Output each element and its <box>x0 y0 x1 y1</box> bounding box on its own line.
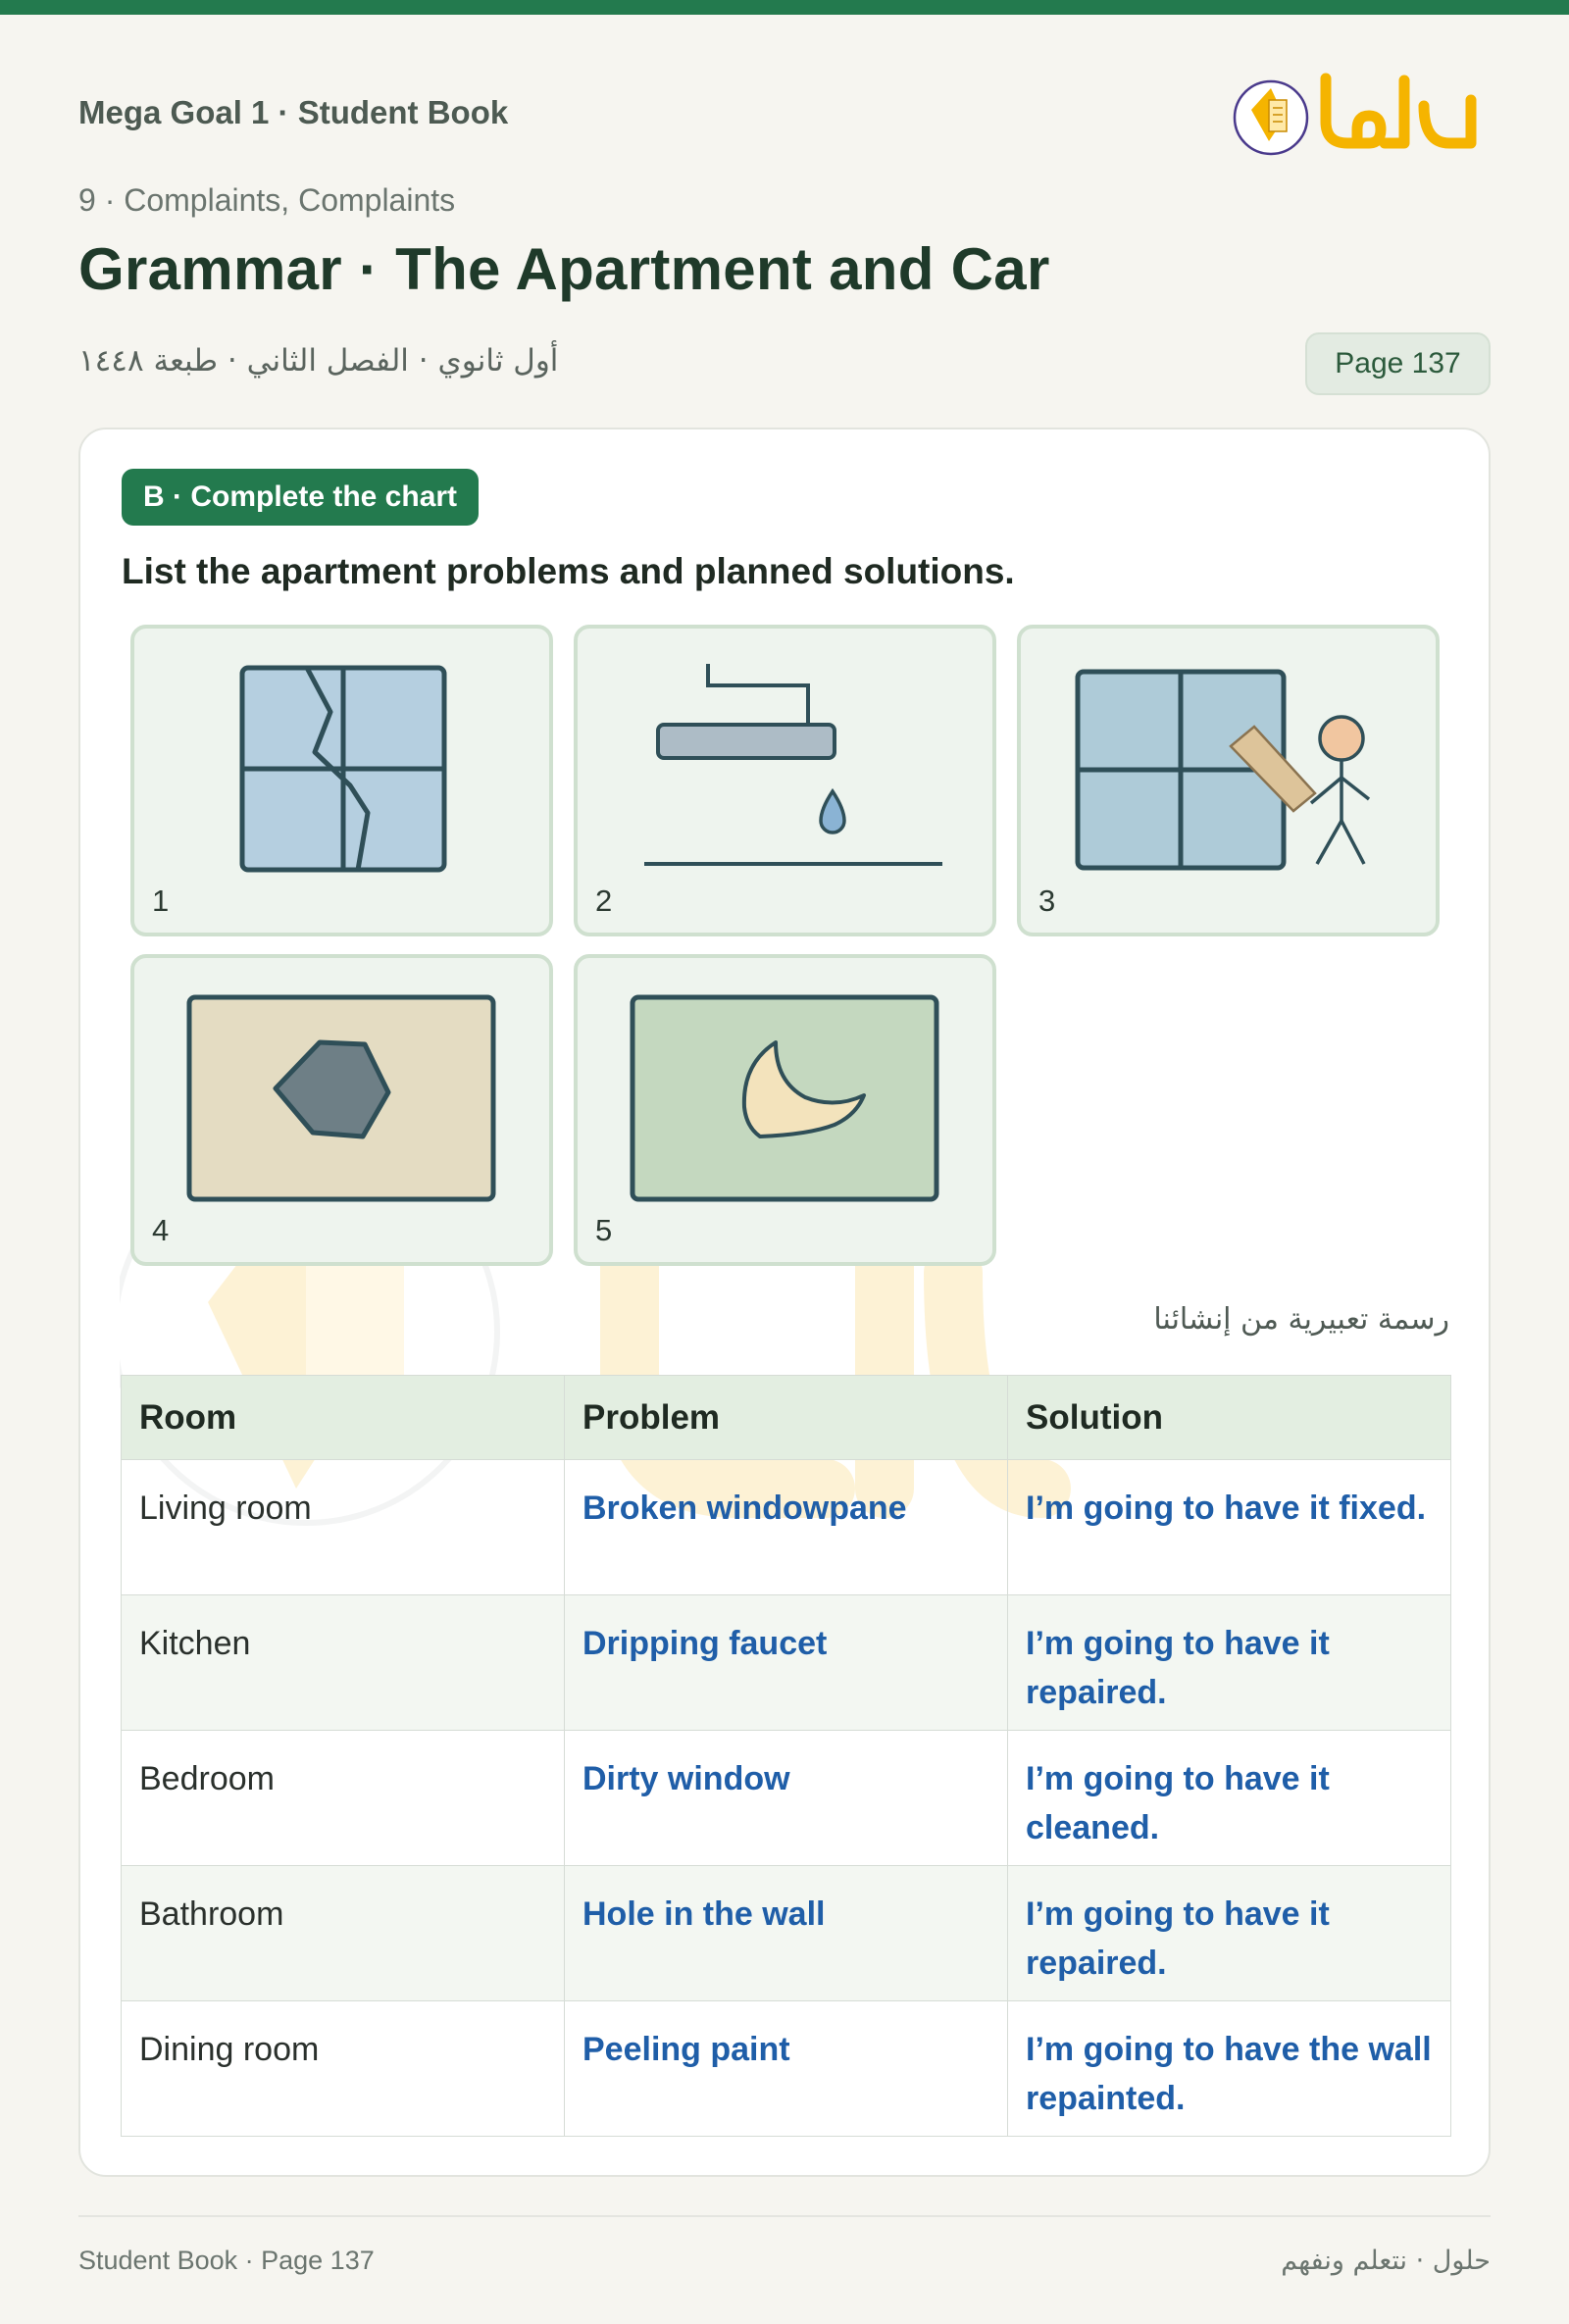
dirty-window-icon <box>1021 629 1443 940</box>
page-number-pill: Page 137 <box>1305 332 1491 395</box>
solution-cell: I’m going to have it cleaned. <box>1008 1731 1451 1866</box>
picture-number: 1 <box>152 884 170 918</box>
table-row <box>122 1866 1451 2001</box>
unit-line: 9 · Complaints, Complaints <box>78 182 456 218</box>
column-header-problem: Problem <box>565 1376 1008 1460</box>
footer-divider <box>78 2215 1491 2217</box>
picture-5 <box>574 954 996 1266</box>
book-title: Mega Goal 1 · Student Book <box>78 94 509 130</box>
room-cell: Bedroom <box>122 1731 565 1866</box>
section-badge: B · Complete the chart <box>122 469 479 526</box>
illustration-caption: رسمة تعبيرية من إنشائنا <box>1153 1302 1449 1337</box>
picture-number: 5 <box>595 1213 613 1247</box>
problem-cell: Peeling paint <box>565 2001 1008 2137</box>
table-header-row <box>122 1376 1451 1460</box>
exercise-instruction: List the apartment problems and planned solutions. <box>122 551 1015 591</box>
exercise-card <box>78 428 1491 2177</box>
page-title: Grammar · The Apartment and Car <box>78 236 1050 302</box>
picture-number: 2 <box>595 884 613 918</box>
footer-brand-tagline: حلول · نتعلم ونفهم <box>1281 2246 1491 2276</box>
solution-cell: I’m going to have it repaired. <box>1008 1866 1451 2001</box>
hole-in-wall-icon <box>134 958 557 1270</box>
solution-cell: I’m going to have it repaired. <box>1008 1595 1451 1731</box>
broken-window-icon <box>134 629 557 940</box>
problem-cell: Broken windowpane <box>565 1460 1008 1595</box>
solution-cell: I’m going to have the wall repainted. <box>1008 2001 1451 2137</box>
footer-page-label: Student Book · Page 137 <box>78 2246 375 2275</box>
picture-1 <box>130 625 553 936</box>
problem-cell: Hole in the wall <box>565 1866 1008 2001</box>
peeling-paint-icon <box>578 958 1000 1270</box>
problem-cell: Dirty window <box>565 1731 1008 1866</box>
room-cell: Dining room <box>122 2001 565 2137</box>
column-header-room: Room <box>122 1376 565 1460</box>
picture-3 <box>1017 625 1440 936</box>
picture-number: 4 <box>152 1213 170 1247</box>
room-cell: Living room <box>122 1460 565 1595</box>
complaints-chart <box>121 1375 1451 2137</box>
problem-cell: Dripping faucet <box>565 1595 1008 1731</box>
room-cell: Bathroom <box>122 1866 565 2001</box>
top-accent-bar <box>0 0 1569 15</box>
picture-number: 3 <box>1038 884 1056 918</box>
table-row <box>122 1460 1451 1595</box>
solution-cell: I’m going to have it fixed. <box>1008 1460 1451 1595</box>
picture-4 <box>130 954 553 1266</box>
table-row <box>122 2001 1451 2137</box>
arabic-subtitle: أول ثانوي · الفصل الثاني · طبعة ١٤٤٨ <box>78 343 559 379</box>
table-row <box>122 1595 1451 1731</box>
table-row <box>122 1731 1451 1866</box>
picture-2 <box>574 625 996 936</box>
hulul-logo <box>1232 61 1477 163</box>
room-cell: Kitchen <box>122 1595 565 1731</box>
dripping-faucet-icon <box>578 629 1000 940</box>
column-header-solution: Solution <box>1008 1376 1451 1460</box>
